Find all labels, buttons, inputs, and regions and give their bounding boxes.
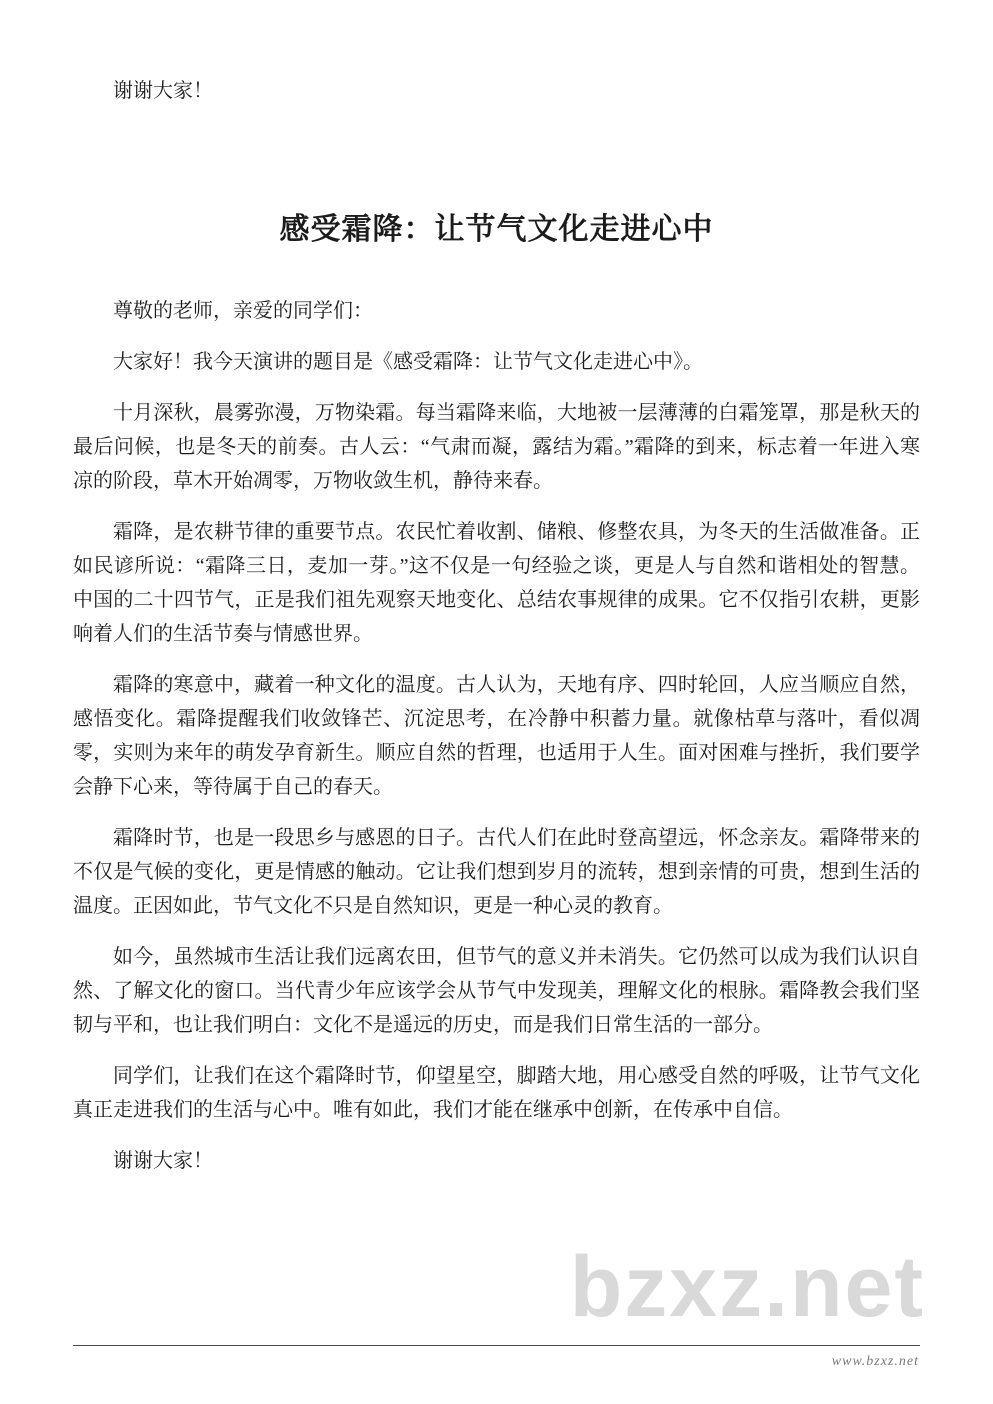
paragraph: 同学们，让我们在这个霜降时节，仰望星空，脚踏大地，用心感受自然的呼吸，让节气文化真正走进我们的生活与心中。唯有如此，我们才能在继承中创新，在传承中自信。 [73,1065,920,1121]
paragraph: 大家好！我今天演讲的题目是《感受霜降：让节气文化走进心中》。 [113,351,703,373]
paragraph: 霜降时节，也是一段思乡与感恩的日子。古代人们在此时登高望远，怀念亲友。霜降带来的不仅是气候的变化，更是情感的触动。它让我们想到岁月的流转，想到亲情的可贵，想到生活的温度。正因如此，节气文化不只是自然知识，更是一种心灵的教育。 [73,827,920,917]
paragraph: 十月深秋，晨雾弥漫，万物染霜。每当霜降来临，大地被一层薄薄的白霜笼罩，那是秋天的最后问候，也是冬天的前奏。古人云：“气肃而凝，露结为霜。”霜降的到来，标志着一年进入寒凉的阶段，草木开始凋零，万物收敛生机，静待来春。 [73,402,920,492]
previous-document-closing: 谢谢大家！ [113,80,213,102]
footer-divider [73,1345,920,1346]
closing-line: 谢谢大家！ [113,1150,213,1172]
greeting-line: 尊敬的老师，亲爱的同学们： [113,300,373,322]
watermark-text: bzxz.net [569,1239,925,1335]
paragraph: 如今，虽然城市生活让我们远离农田，但节气的意义并未消失。它仍然可以成为我们认识自然、了解文化的窗口。当代青少年应该学会从节气中发现美，理解文化的根脉。霜降教会我们坚韧与平和，也让我们明白：文化不是遥远的历史，而是我们日常生活的一部分。 [73,946,920,1036]
paragraph: 霜降的寒意中，藏着一种文化的温度。古人认为，天地有序、四时轮回，人应当顺应自然，感悟变化。霜降提醒我们收敛锋芒、沉淀思考，在冷静中积蓄力量。就像枯草与落叶，看似凋零，实则为来年的萌发孕育新生。顺应自然的哲理，也适用于人生。面对困难与挫折，我们要学会静下心来，等待属于自己的春天。 [73,674,920,798]
document-body [73,294,920,1178]
document-title: 感受霜降：让节气文化走进心中 [279,213,714,246]
footer-url: www.bzxz.net [831,1354,919,1369]
paragraph: 霜降，是农耕节律的重要节点。农民忙着收割、储粮、修整农具，为冬天的生活做准备。正如民谚所说：“霜降三日，麦加一芽。”这不仅是一句经验之谈，更是人与自然和谐相处的智慧。中国的二十四节气，正是我们祖先观察天地变化、总结农事规律的成果。它不仅指引农耕，更影响着人们的生活节奏与情感世界。 [73,521,920,645]
